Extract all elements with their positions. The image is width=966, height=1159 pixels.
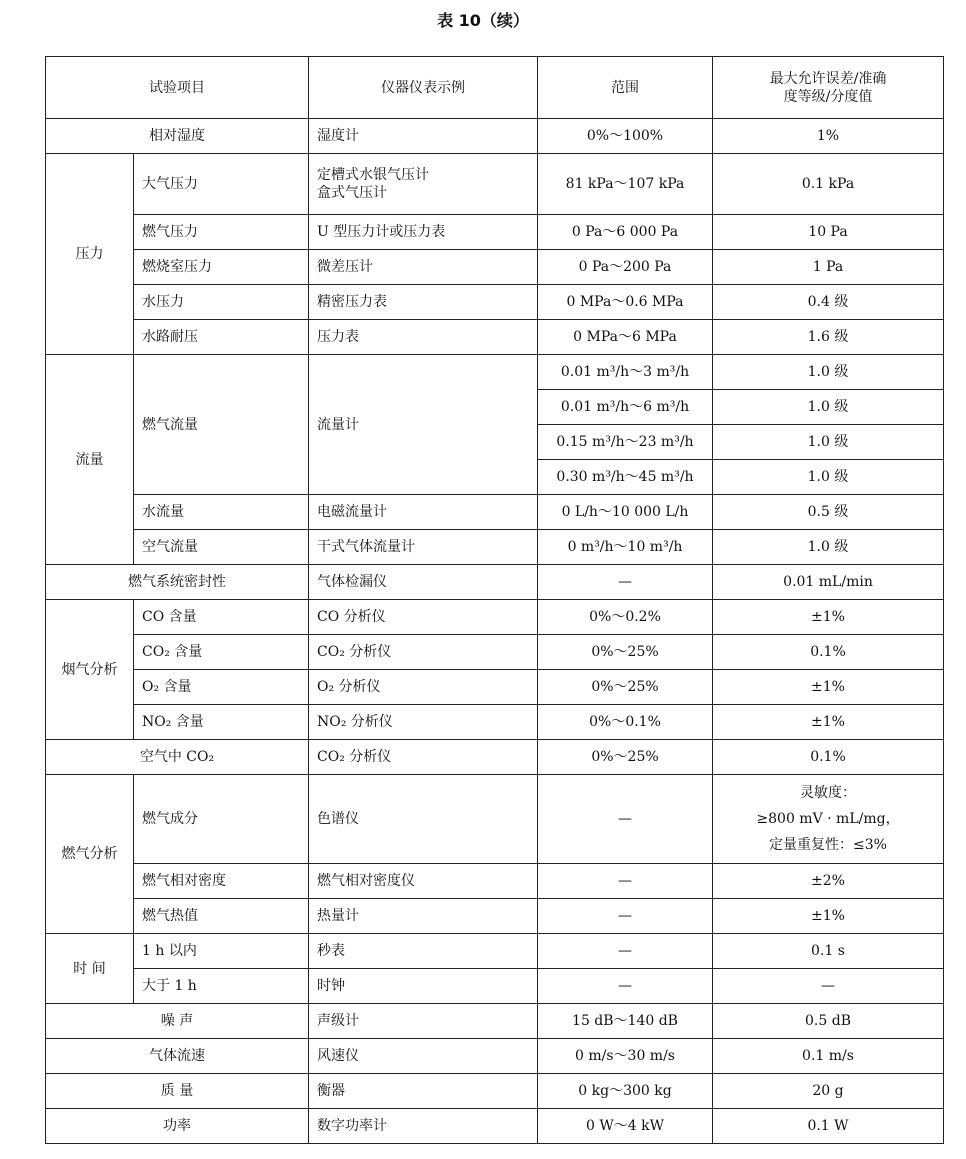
range-cell: 0%～25%	[538, 740, 713, 775]
table-header-row	[46, 57, 944, 119]
table-row	[46, 635, 944, 670]
instrument-cell: 电磁流量计	[309, 495, 538, 530]
instrument-cell: NO₂ 分析仪	[309, 705, 538, 740]
table-row	[46, 355, 944, 390]
accuracy-cell: ±1%	[713, 899, 944, 934]
instrument-cell: 燃气相对密度仪	[309, 864, 538, 899]
accuracy-cell: 1.0 级	[713, 425, 944, 460]
item-cell: O₂ 含量	[134, 670, 309, 705]
item-cell: 相对湿度	[46, 119, 309, 154]
accuracy-cell: 0.1%	[713, 635, 944, 670]
item-cell: 大气压力	[134, 154, 309, 215]
instrument-cell: 定槽式水银气压计 盒式气压计	[309, 154, 538, 215]
table-row	[46, 495, 944, 530]
instrument-cell: 热量计	[309, 899, 538, 934]
range-cell: 0.15 m³/h～23 m³/h	[538, 425, 713, 460]
accuracy-cell: 1.0 级	[713, 390, 944, 425]
item-cell: 噪 声	[46, 1004, 309, 1039]
range-cell: 0 MPa～6 MPa	[538, 320, 713, 355]
range-cell: 0 m³/h～10 m³/h	[538, 530, 713, 565]
range-cell: 0 MPa～0.6 MPa	[538, 285, 713, 320]
group-cell-gas-analysis: 燃气分析	[46, 775, 134, 934]
table-row	[46, 705, 944, 740]
header-instrument: 仪器仪表示例	[309, 57, 538, 119]
item-cell: 气体流速	[46, 1039, 309, 1074]
accuracy-cell: 0.1 W	[713, 1109, 944, 1144]
table-row	[46, 285, 944, 320]
accuracy-cell: 0.1 m/s	[713, 1039, 944, 1074]
range-cell: 0%～25%	[538, 670, 713, 705]
accuracy-cell: 0.1%	[713, 740, 944, 775]
item-cell: 空气中 CO₂	[46, 740, 309, 775]
group-cell-flow: 流量	[46, 355, 134, 565]
table-row	[46, 934, 944, 969]
accuracy-cell: 10 Pa	[713, 215, 944, 250]
range-cell: 0%～0.1%	[538, 705, 713, 740]
range-cell: —	[538, 899, 713, 934]
table-row	[46, 215, 944, 250]
range-cell: 0.30 m³/h～45 m³/h	[538, 460, 713, 495]
header-range: 范围	[538, 57, 713, 119]
instrument-cell: 气体检漏仪	[309, 565, 538, 600]
range-cell: 0.01 m³/h～6 m³/h	[538, 390, 713, 425]
table-row	[46, 530, 944, 565]
accuracy-cell: 0.1 s	[713, 934, 944, 969]
range-cell: —	[538, 864, 713, 899]
instrument-cell: 时钟	[309, 969, 538, 1004]
item-cell: 燃烧室压力	[134, 250, 309, 285]
accuracy-cell: 0.5 dB	[713, 1004, 944, 1039]
accuracy-cell: —	[713, 969, 944, 1004]
instrument-cell: CO₂ 分析仪	[309, 635, 538, 670]
instrument-cell: 干式气体流量计	[309, 530, 538, 565]
table-row	[46, 1109, 944, 1144]
item-cell: 燃气热值	[134, 899, 309, 934]
range-cell: 0 Pa～6 000 Pa	[538, 215, 713, 250]
item-cell: 空气流量	[134, 530, 309, 565]
range-cell: 81 kPa～107 kPa	[538, 154, 713, 215]
table-row	[46, 565, 944, 600]
accuracy-cell: ±1%	[713, 705, 944, 740]
accuracy-cell: 20 g	[713, 1074, 944, 1109]
item-cell: 燃气压力	[134, 215, 309, 250]
item-cell: 燃气相对密度	[134, 864, 309, 899]
item-cell: CO 含量	[134, 600, 309, 635]
range-cell: 0 W～4 kW	[538, 1109, 713, 1144]
table-row	[46, 1074, 944, 1109]
accuracy-cell: 0.01 mL/min	[713, 565, 944, 600]
range-cell: 0%～0.2%	[538, 600, 713, 635]
range-cell: —	[538, 775, 713, 864]
instrument-cell: 衡器	[309, 1074, 538, 1109]
instrument-cell: 数字功率计	[309, 1109, 538, 1144]
item-cell: 燃气成分	[134, 775, 309, 864]
instrument-cell: 精密压力表	[309, 285, 538, 320]
item-cell: 质 量	[46, 1074, 309, 1109]
range-cell: 0%～25%	[538, 635, 713, 670]
instrument-cell: 微差压计	[309, 250, 538, 285]
table-row	[46, 864, 944, 899]
accuracy-cell: ±2%	[713, 864, 944, 899]
instrument-cell: 湿度计	[309, 119, 538, 154]
accuracy-cell: 灵敏度： ≥800 mV · mL/mg， 定量重复性：≤3%	[713, 775, 944, 864]
table-row	[46, 600, 944, 635]
instrument-cell: 秒表	[309, 934, 538, 969]
item-cell: 水流量	[134, 495, 309, 530]
header-test-item: 试验项目	[46, 57, 309, 119]
header-accuracy: 最大允许误差/准确 度等级/分度值	[713, 57, 944, 119]
table-row	[46, 119, 944, 154]
item-cell: 功率	[46, 1109, 309, 1144]
table-caption: 表 10（续）	[437, 11, 529, 30]
instrument-cell: 风速仪	[309, 1039, 538, 1074]
accuracy-cell: 1.0 级	[713, 460, 944, 495]
accuracy-cell: 1.0 级	[713, 355, 944, 390]
item-cell: 大于 1 h	[134, 969, 309, 1004]
instrument-cell: 流量计	[309, 355, 538, 495]
instrument-spec-table	[45, 56, 944, 1144]
instrument-cell: U 型压力计或压力表	[309, 215, 538, 250]
table-row	[46, 775, 944, 864]
table-row	[46, 154, 944, 215]
accuracy-cell: 0.1 kPa	[713, 154, 944, 215]
accuracy-cell: 1 Pa	[713, 250, 944, 285]
accuracy-cell: 0.4 级	[713, 285, 944, 320]
table-row	[46, 740, 944, 775]
range-cell: —	[538, 934, 713, 969]
instrument-cell: 声级计	[309, 1004, 538, 1039]
accuracy-cell: ±1%	[713, 670, 944, 705]
item-cell: 水压力	[134, 285, 309, 320]
instrument-cell: O₂ 分析仪	[309, 670, 538, 705]
group-cell-flue: 烟气分析	[46, 600, 134, 740]
item-cell: 水路耐压	[134, 320, 309, 355]
table-row	[46, 670, 944, 705]
table-row	[46, 1039, 944, 1074]
item-cell: 燃气系统密封性	[46, 565, 309, 600]
accuracy-cell: 1.0 级	[713, 530, 944, 565]
range-cell: 0.01 m³/h～3 m³/h	[538, 355, 713, 390]
instrument-cell: 压力表	[309, 320, 538, 355]
accuracy-cell: 1.6 级	[713, 320, 944, 355]
item-cell: 燃气流量	[134, 355, 309, 495]
instrument-cell: CO 分析仪	[309, 600, 538, 635]
range-cell: 0%～100%	[538, 119, 713, 154]
table-row	[46, 250, 944, 285]
range-cell: 15 dB～140 dB	[538, 1004, 713, 1039]
table-row	[46, 899, 944, 934]
accuracy-cell: 0.5 级	[713, 495, 944, 530]
range-cell: —	[538, 565, 713, 600]
range-cell: 0 kg～300 kg	[538, 1074, 713, 1109]
accuracy-cell: 1%	[713, 119, 944, 154]
item-cell: NO₂ 含量	[134, 705, 309, 740]
table-row	[46, 320, 944, 355]
range-cell: 0 Pa～200 Pa	[538, 250, 713, 285]
table-row	[46, 1004, 944, 1039]
range-cell: 0 L/h～10 000 L/h	[538, 495, 713, 530]
instrument-cell: CO₂ 分析仪	[309, 740, 538, 775]
group-cell-time: 时 间	[46, 934, 134, 1004]
table-row	[46, 969, 944, 1004]
item-cell: CO₂ 含量	[134, 635, 309, 670]
item-cell: 1 h 以内	[134, 934, 309, 969]
range-cell: 0 m/s～30 m/s	[538, 1039, 713, 1074]
group-cell-pressure: 压力	[46, 154, 134, 355]
range-cell: —	[538, 969, 713, 1004]
instrument-cell: 色谱仪	[309, 775, 538, 864]
accuracy-cell: ±1%	[713, 600, 944, 635]
